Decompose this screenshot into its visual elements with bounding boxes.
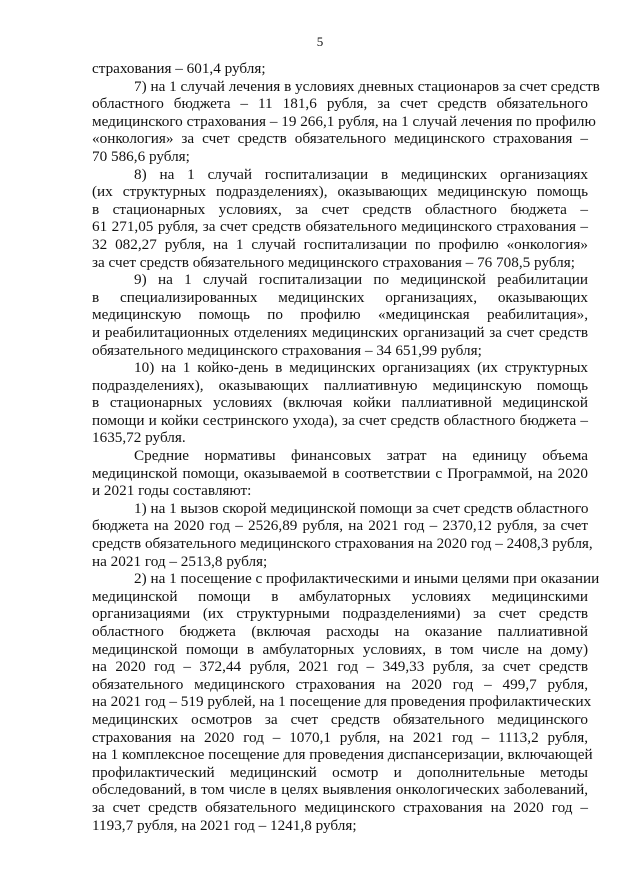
text-line: подразделениях), оказывающих паллиативную медицинскую помощь [92,376,588,394]
text-line: страхования – 601,4 рубля; [92,60,266,77]
text-line: 1) на 1 вызов скорой медицинской помощи за счет средств областного [134,499,589,517]
text-line: медицинскую помощь по профилю «медицинская реабилитация», [92,306,588,324]
text-line: 70 586,6 рубля; [92,147,190,165]
text-line: обязательного медицинского страхования – 34 651,99 рубля; [92,341,482,359]
text-line: в стационарных условиях (включая койки паллиативной медицинской [92,394,588,412]
text-line: медицинской помощи, оказываемой в соответствии с Программой, на 2020 [92,464,588,482]
text-line: бюджета на 2020 год – 2526,89 рубля, на 2021 год – 2370,12 рубля, за счет [92,517,588,535]
text-line: (их структурных подразделениях), оказывающих медицинскую помощь [92,183,588,201]
text-line: 7) на 1 случай лечения в условиях дневных стационаров за счет средств [134,77,600,95]
text-line: в стационарных условиях, за счет средств областного бюджета – [92,200,588,218]
text-line: обязательного медицинского страхования на 2020 год – 499,7 рубля, [92,675,588,693]
text-line: 9) на 1 случай госпитализации по медицинской реабилитации [134,271,588,289]
text-line: «онкология» за счет средств обязательного медицинского страхования – [92,130,588,148]
text-line: медицинской помощи в амбулаторных условиях медицинскими [92,587,588,605]
text-line: помощи и койки сестринского ухода), за счет средств областного бюджета – [92,411,588,429]
text-line: на 2021 год – 2513,8 рубля; [92,552,268,570]
body-text [92,60,600,834]
text-line: 61 271,05 рубля, за счет средств обязательного медицинского страхования – [92,218,588,236]
text-line: на 1 комплексное посещение для проведения диспансеризации, включающей [92,746,593,764]
text-line: 10) на 1 койко-день в медицинских организациях (их структурных [134,359,588,377]
text-line: организациями (их структурными подразделениями) за счет средств [92,605,588,623]
text-line: в специализированных медицинских организациях, оказывающих [92,288,588,306]
text-line: медицинской помощи в амбулаторных условиях, в том числе на дому) [92,640,588,658]
text-line: и реабилитационных отделениях медицинских организаций за счет средств [92,323,588,341]
text-line: за счет средств обязательного медицинского страхования – 76 708,5 рубля; [92,253,575,271]
text-line: страхования на 2020 год – 1070,1 рубля, на 2021 год – 1113,2 рубля, [92,728,588,746]
text-line: обследований, в том числе в целях выявления онкологических заболеваний, [92,781,588,799]
text-line: профилактический медицинский осмотр и дополнительные методы [92,763,588,781]
text-line: 1635,72 рубля. [92,429,186,447]
text-line: 1193,7 рубля, на 2021 год – 1241,8 рубля; [92,816,357,834]
text-line: медицинских осмотров за счет средств обязательного медицинского [92,710,588,728]
text-line: за счет средств обязательного медицинского страхования на 2020 год – [92,798,588,816]
text-line: на 2020 год – 372,44 рубля, 2021 год – 349,33 рубля, за счет средств [92,658,588,676]
text-line: областного бюджета (включая расходы на оказание паллиативной [92,623,588,640]
text-line: и 2021 годы составляют: [92,482,252,500]
text-line: Средние нормативы финансовых затрат на единицу объема [134,447,588,465]
text-line: 32 082,27 рубля, на 1 случай госпитализации по профилю «онкология» [92,235,588,253]
text-line: средств обязательного медицинского страхования на 2020 год – 2408,3 рубля, [92,535,593,553]
text-line: 8) на 1 случай госпитализации в медицинских организациях [134,165,588,183]
text-line: 2) на 1 посещение с профилактическими и иными целями при оказании [134,570,600,588]
text-line: на 2021 год – 519 рублей, на 1 посещение для проведения профилактических [92,693,592,711]
page-number: 5 [316,34,324,49]
text-line: областного бюджета – 11 181,6 рубля, за счет средств обязательного [92,95,588,113]
text-line: медицинского страхования – 19 266,1 рубля, на 1 случай лечения по профилю [92,112,596,130]
